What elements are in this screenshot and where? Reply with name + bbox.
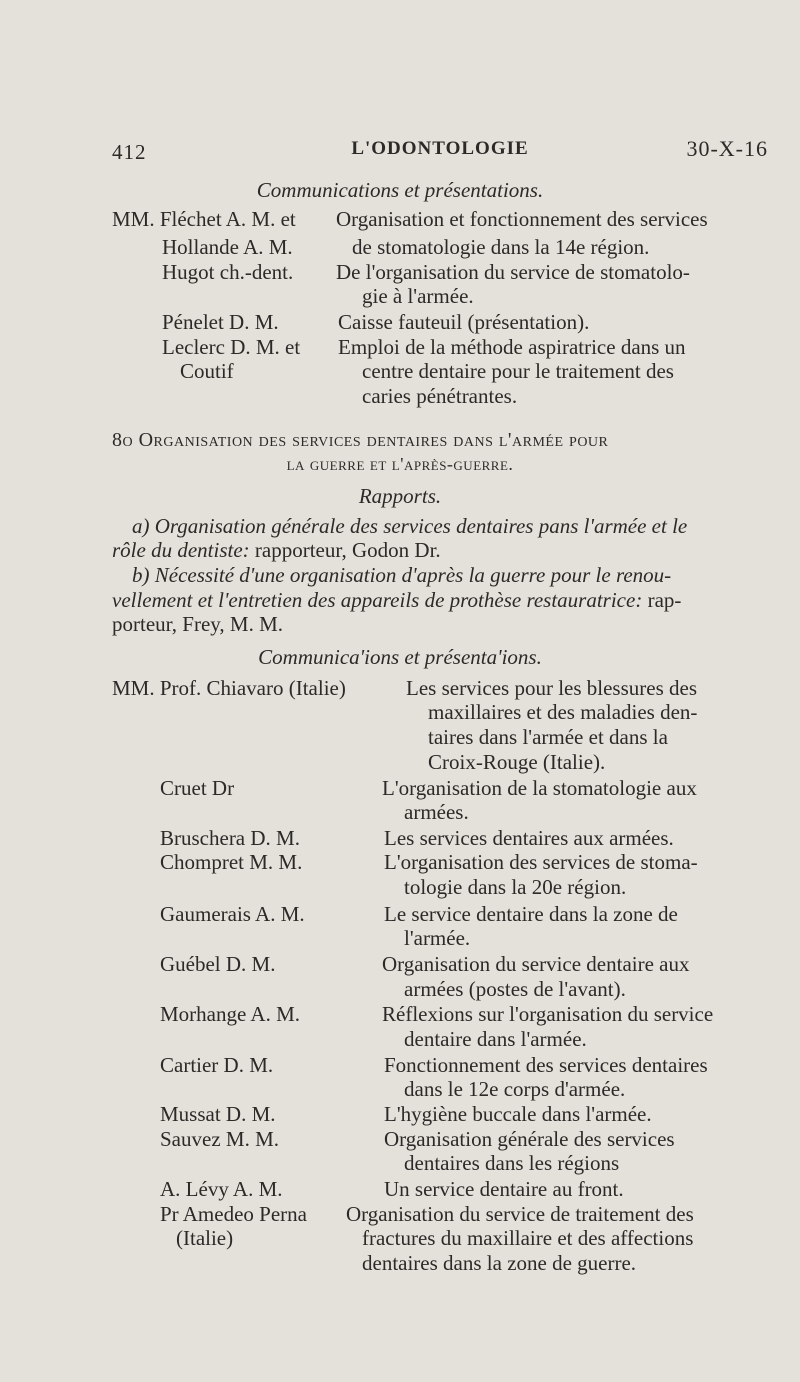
- communication-title: gie à l'armée.: [362, 284, 474, 308]
- communication-title: armées (postes de l'avant).: [404, 977, 626, 1001]
- communication-title: Croix-Rouge (Italie).: [428, 750, 606, 774]
- author-name: Coutif: [180, 359, 234, 383]
- communication-title: Caisse fauteuil (présentation).: [338, 310, 590, 334]
- chapter-heading: 8o Organisation des services dentaires dans l'armée pour: [112, 429, 609, 451]
- report-a-title-end: rôle du dentiste:: [112, 538, 250, 562]
- author-name: MM. Prof. Chiavaro (Italie): [112, 676, 346, 700]
- communication-title: caries pénétrantes.: [362, 384, 518, 408]
- communication-title: L'organisation des services de stoma-: [384, 850, 698, 874]
- communication-title: Les services pour les blessures des: [406, 676, 698, 700]
- author-name: Gaumerais A. M.: [160, 902, 305, 926]
- communication-title: L'organisation de la stomatologie aux: [382, 776, 697, 800]
- author-name: Hollande A. M.: [162, 235, 293, 259]
- report-b-title: b) Nécessité d'une organisation d'après la guerre pour le renou-: [132, 563, 672, 587]
- communication-title: Un service dentaire au front.: [384, 1177, 624, 1201]
- communication-title: Les services dentaires aux armées.: [384, 826, 674, 850]
- communication-title: Organisation du service de traitement des: [346, 1202, 694, 1226]
- communication-title: dentaire dans l'armée.: [404, 1027, 587, 1051]
- author-name: Pr Amedeo Perna: [160, 1202, 307, 1226]
- communication-title: dentaires dans les régions: [404, 1151, 620, 1175]
- author-name: Hugot ch.-dent.: [162, 260, 294, 284]
- author-name: Guébel D. M.: [160, 952, 276, 976]
- communication-title: De l'organisation du service de stomatolo-: [336, 260, 690, 284]
- report-b-title-cont: [112, 588, 681, 613]
- report-a-rapporteur: [112, 538, 441, 563]
- communication-title: Organisation et fonctionnement des services: [336, 207, 708, 231]
- report-a-title: a) Organisation générale des services dentaires pans l'armée et le: [132, 514, 688, 538]
- section-title-communications: Communications et présentations.: [256, 178, 544, 202]
- communication-title: centre dentaire pour le traitement des: [362, 359, 674, 383]
- communication-title: dentaires dans la zone de guerre.: [362, 1251, 637, 1275]
- communication-title: Fonctionnement des services dentaires: [384, 1053, 708, 1077]
- section-title-communications-2: Communica'ions et présenta'ions.: [258, 645, 542, 669]
- author-name: Sauvez M. M.: [160, 1127, 279, 1151]
- author-name: Mussat D. M.: [160, 1102, 276, 1126]
- communication-title: Réflexions sur l'organisation du service: [382, 1002, 714, 1026]
- chapter-heading-line2: la guerre et l'après-guerre.: [286, 454, 514, 474]
- author-name: A. Lévy A. M.: [160, 1177, 283, 1201]
- communication-title: Organisation générale des services: [384, 1127, 675, 1151]
- author-name: Chompret M. M.: [160, 850, 303, 874]
- running-title: L'ODONTOLOGIE: [351, 138, 529, 159]
- report-b-rapporteur-start: rap-: [642, 588, 682, 612]
- communication-title: fractures du maxillaire et des affections: [362, 1226, 694, 1250]
- reports-title: Rapports.: [358, 484, 442, 508]
- author-name: Morhange A. M.: [160, 1002, 300, 1026]
- communication-title: Emploi de la méthode aspiratrice dans un: [338, 335, 686, 359]
- communication-title: L'hygiène buccale dans l'armée.: [384, 1102, 652, 1126]
- communication-title: armées.: [404, 800, 469, 824]
- author-name: MM. Fléchet A. M. et: [112, 207, 296, 231]
- communication-title: l'armée.: [404, 926, 471, 950]
- report-b-rapporteur: porteur, Frey, M. M.: [112, 612, 284, 636]
- author-affiliation: (Italie): [176, 1226, 234, 1250]
- author-name: Cruet Dr: [160, 776, 235, 800]
- report-b-title-end: vellement et l'entretien des appareils de prothèse restauratrice:: [112, 588, 643, 612]
- communication-title: Le service dentaire dans la zone de: [384, 902, 678, 926]
- author-name: Cartier D. M.: [160, 1053, 274, 1077]
- communication-title: Organisation du service dentaire aux: [382, 952, 690, 976]
- author-name: Bruschera D. M.: [160, 826, 300, 850]
- page-number: 412: [112, 140, 147, 164]
- page-header: [112, 136, 768, 166]
- issue-date: 30-X-16: [686, 136, 768, 161]
- communication-title: taires dans l'armée et dans la: [428, 725, 668, 749]
- report-a-rapporteur-text: rapporteur, Godon Dr.: [249, 538, 441, 562]
- communication-title: de stomatologie dans la 14e région.: [352, 235, 650, 259]
- author-name: Leclerc D. M. et: [162, 335, 301, 359]
- communication-title: tologie dans la 20e région.: [404, 875, 627, 899]
- communication-title: maxillaires et des maladies den-: [428, 700, 698, 724]
- communication-title: dans le 12e corps d'armée.: [404, 1077, 626, 1101]
- author-name: Pénelet D. M.: [162, 310, 279, 334]
